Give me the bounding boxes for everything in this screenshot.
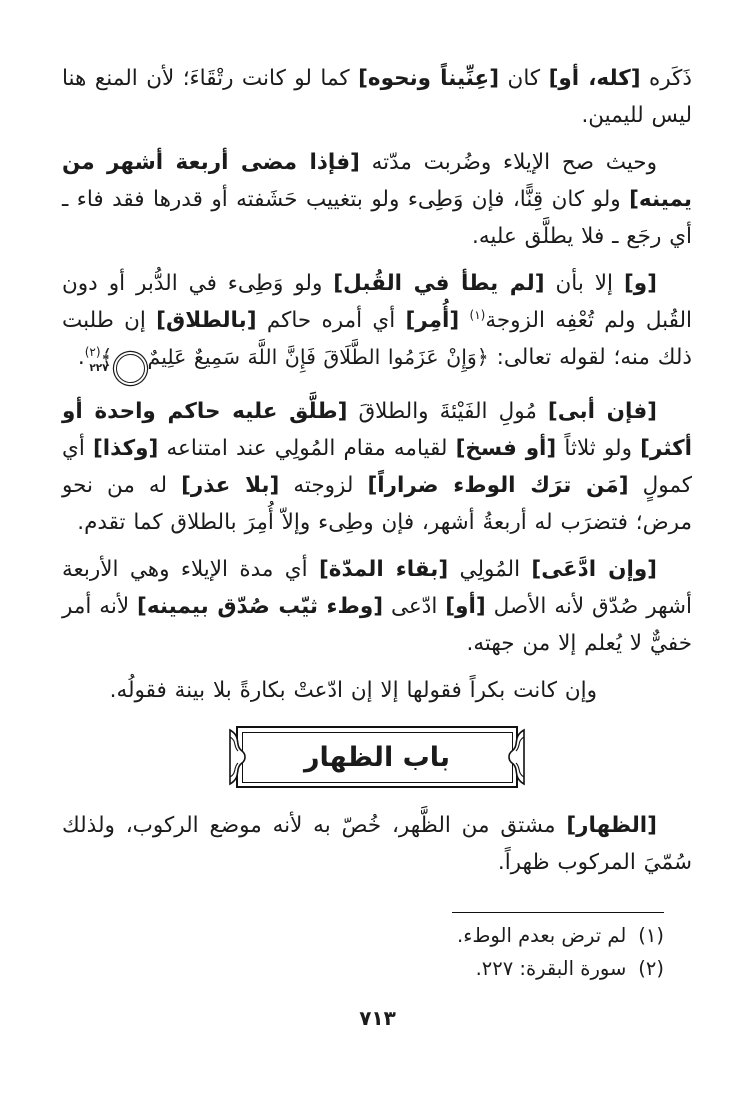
matn-run: [الظهار] [566, 813, 657, 838]
matn-run: [وإن ادَّعَى] [531, 557, 658, 582]
matn-run: [بلا عذر] [181, 473, 280, 498]
commentary-run: كان [499, 66, 549, 91]
matn-run: [فإذا مضى أربعة أشهر من يمينه] [62, 150, 692, 212]
footnote-marker: (٢) [638, 957, 664, 980]
matn-run: [أو] [445, 594, 486, 619]
page-number: ٧١٣ [359, 1006, 396, 1030]
matn-run: [وكذا] [92, 436, 159, 461]
paragraph [62, 807, 692, 881]
footnote-1 [62, 919, 692, 952]
main-text-block [62, 60, 692, 891]
matn-run: [بالطلاق] [156, 308, 257, 333]
commentary-run: لزوجته [279, 473, 368, 498]
commentary-run: لأنه أمر خفيٌّ لا يُعلم إلا من جهته. [62, 594, 692, 656]
footnote-text: لم ترض بعدم الوطء. [457, 924, 627, 947]
footnote-2 [62, 952, 692, 985]
footnote-area [62, 912, 692, 985]
quran-verse: ﴿وَإِنْ عَزَمُوا الطَّلَاقَ فَإِنَّ اللَّهَ سَمِيعٌ عَلِيمٌ [147, 345, 489, 369]
chapter-heading-frame [236, 726, 518, 788]
footnote-text: سورة البقرة: ٢٢٧. [475, 957, 627, 980]
footnote-separator [452, 912, 664, 913]
commentary-run [459, 308, 469, 333]
paragraph [62, 144, 692, 255]
matn-run: [أو فسخ] [455, 436, 557, 461]
commentary-run: أي كمولٍ [62, 436, 692, 498]
commentary-run: ادّعى [383, 594, 446, 619]
matn-run: [فإن أبى] [547, 399, 657, 424]
paragraph [62, 551, 692, 662]
paragraph [62, 672, 692, 709]
paragraph [62, 265, 692, 383]
commentary-run: أي مدة الإيلاء وهي الأربعة أشهر صُدّق لأنه الأصل [62, 557, 692, 619]
commentary-run: . [77, 345, 85, 370]
paragraph-continuation [62, 60, 692, 134]
commentary-run: لقيامه مقام المُولِي عند امتناعه [158, 436, 456, 461]
matn-run: [و] [623, 271, 658, 296]
commentary-run: إن طلبت ذلك منه؛ لقوله تعالى: [62, 308, 692, 370]
footnote-marker: (١) [638, 924, 664, 947]
matn-run: [وطء ثيّب صُدّق بيمينه] [137, 594, 384, 619]
footnote-reference-1: (١) [469, 307, 486, 322]
chapter-title: باب الظهار [304, 741, 451, 773]
commentary-run: كما لو كانت رتْقَاءَ؛ لأن المنع هنا ليس لليمين. [62, 66, 692, 128]
commentary-run: المُولِي [448, 557, 532, 582]
matn-run: [مَن ترَك الوطء ضراراً] [367, 473, 629, 498]
matn-run: [عِنِّيناً ونحوه] [358, 66, 500, 91]
commentary-run: ولو وَطِىء في الدُّبر أو دون القُبل ولم تُعْفِه الزوجة [62, 271, 692, 333]
matn-run: [لم يطأ في القُبل] [333, 271, 545, 296]
matn-run: [أُمِر] [405, 308, 460, 333]
paragraph [62, 393, 692, 541]
footnote-reference-2: (٢) [84, 344, 101, 359]
commentary-run: وإن كانت بكراً فقولها إلا إن ادّعتْ بكارةً بلا بينة فقولُه. [109, 678, 597, 703]
commentary-run: إلا بأن [544, 271, 624, 296]
commentary-run: ذَكَره [640, 66, 692, 91]
commentary-run: مُولِ الفَيْئةَ والطلاقَ [347, 399, 548, 424]
commentary-run: له من نحو مرض؛ فتضرَب له أربعةُ أشهر، فإن وطِىء وإلاّ أُمِرَ بالطلاق كما تقدم. [62, 473, 692, 535]
commentary-run: ولو كان قِنًّا، فإن وَطِىء ولو بتغييب حَشَفته أو قدرها فقد فاء ـ أي رجَع ـ فلا يطلَّق عليه. [62, 187, 692, 249]
ayah-number-medallion: ٢٢٧ [116, 354, 145, 383]
commentary-run: أي أمره حاكم [256, 308, 406, 333]
matn-run: [طلَّق عليه حاكم واحدة أو أكثر] [62, 399, 693, 461]
commentary-run: مشتق من الظَّهر، خُصّ به لأنه موضع الركوب، ولذلك سُمّيَ المركوب ظهراً. [62, 813, 692, 875]
quran-verse-closing-ornate-parenthesis: ﴾ [100, 345, 113, 369]
commentary-run: وحيث صح الإيلاء وضُربت مدّته [359, 150, 657, 175]
matn-run: [بقاء المدّة] [318, 557, 449, 582]
matn-run: [كله، أو] [548, 66, 641, 91]
commentary-run: ولو ثلاثاً [556, 436, 641, 461]
